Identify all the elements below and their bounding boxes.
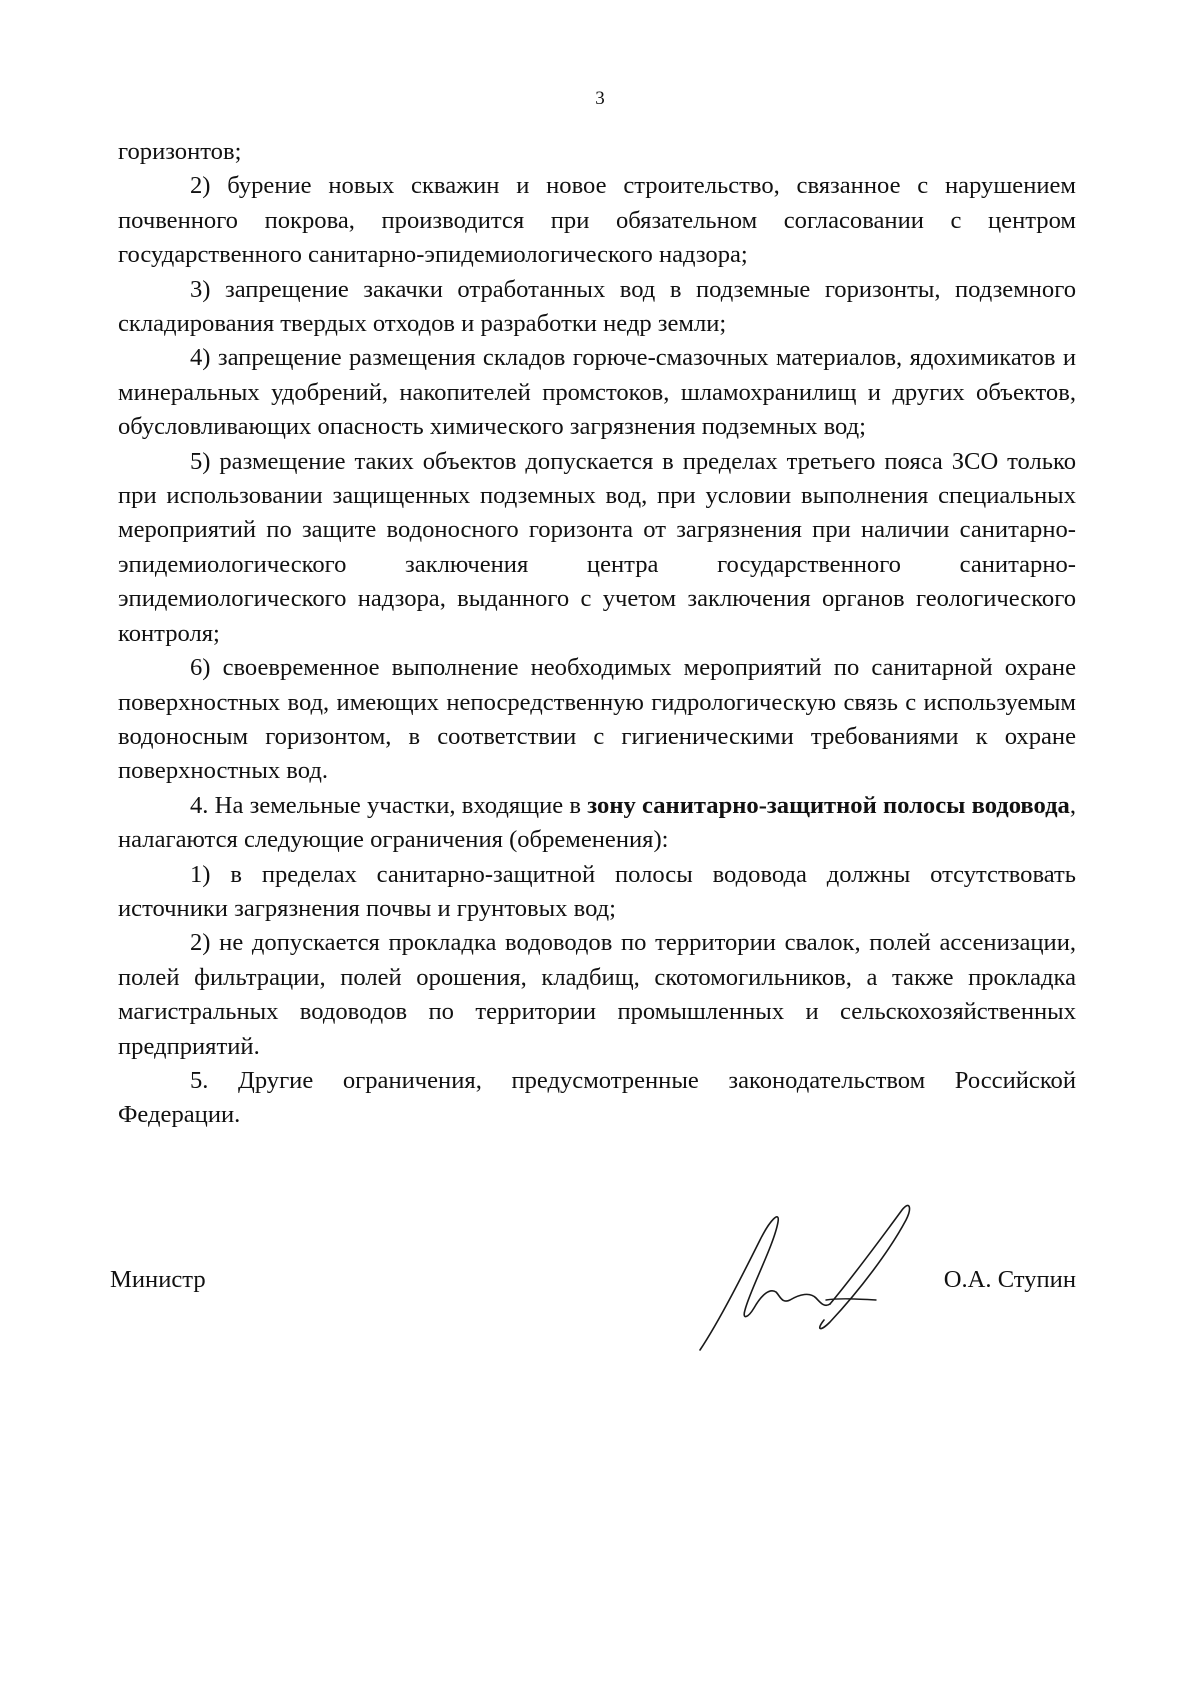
signatory-title: Министр <box>110 1266 206 1293</box>
signatory-name: О.А. Ступин <box>943 1266 1076 1293</box>
section-4-bold-term: зону санитарно-защитной полосы водовода <box>587 791 1070 819</box>
signature-block <box>110 1200 1076 1360</box>
paragraph-item-5: 5) размещение таких объектов допускается в пределах третьего пояса ЗСО только при использовании защищенных подземных вод, при условии выполнения специальных мероприятий по защите водоносного горизонта от загрязнения при наличии санитарно-эпидемиологического заключения центра государственного санитарно-эпидемиологического надзора, выданного с учетом заключения органов геологического контроля; <box>118 447 1076 647</box>
section-4-tail: , налагаются следующие ограничения (обременения): <box>118 791 1076 854</box>
paragraph-item-6: 6) своевременное выполнение необходимых мероприятий по санитарной охране поверхностных вод, имеющих непосредственную гидрологическую связь с используемым водоносным горизонтом, в соответствии с гигиеническими требованиями к охране поверхностных вод. <box>118 654 1076 785</box>
paragraph-continuation: горизонтов; <box>118 138 242 165</box>
document-body <box>118 135 1076 1133</box>
section-4-paragraph <box>118 789 1076 858</box>
section-5-paragraph: 5. Другие ограничения, предусмотренные законодательством Российской Федерации. <box>118 1066 1076 1129</box>
section-4-item-1: 1) в пределах санитарно-защитной полосы водовода должны отсутствовать источники загрязнения почвы и грунтовых вод; <box>118 860 1076 922</box>
section-4-lead: 4. На земельные участки, входящие в <box>190 791 588 819</box>
paragraph-item-4: 4) запрещение размещения складов горюче-смазочных материалов, ядохимикатов и минеральных удобрений, накопителей промстоков, шламохранилищ и других объектов, обусловливающих опасность химического загрязнения подземных вод; <box>118 344 1076 441</box>
paragraph-item-2: 2) бурение новых скважин и новое строительство, связанное с нарушением почвенного покрова, производится при обязательном согласовании с центром государственного санитарно-эпидемиологического надзора; <box>118 172 1076 269</box>
page-number: 3 <box>595 88 605 109</box>
paragraph-item-3: 3) запрещение закачки отработанных вод в подземные горизонты, подземного складирования твердых отходов и разработки недр земли; <box>118 275 1076 338</box>
handwritten-signature <box>690 1200 940 1360</box>
section-4-item-2: 2) не допускается прокладка водоводов по территории свалок, полей ассенизации, полей фильтрации, полей орошения, кладбищ, скотомогильников, а также прокладка магистральных водоводов по территории промышленных и сельскохозяйственных предприятий. <box>118 929 1076 1060</box>
